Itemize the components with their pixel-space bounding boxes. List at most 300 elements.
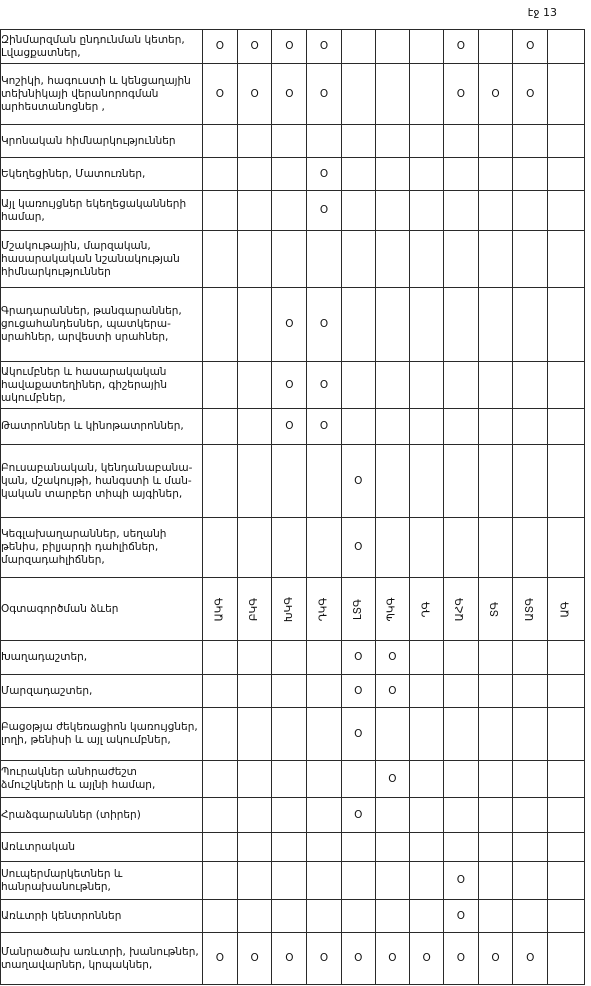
- permitted-mark: O: [319, 204, 329, 216]
- cell-ՊԿԳ: [375, 833, 410, 862]
- cell-ԽԿԳ: [272, 862, 307, 900]
- cell-ԱՀԳ: [443, 409, 478, 445]
- cell-ԱՀԳ: [443, 125, 478, 158]
- cell-ԲԿԳ: [237, 761, 272, 798]
- cell-ԱԳ: [548, 518, 585, 578]
- cell-ԲԿԳ: [237, 409, 272, 445]
- cell-ԱՏԳ: [513, 362, 548, 409]
- cell-ԴԿԳ: [307, 833, 342, 862]
- cell-ՏԳ: [478, 641, 513, 675]
- cell-ԼՏԳ: [341, 30, 375, 64]
- cell-ԱՏԳ: [513, 158, 548, 191]
- permitted-mark: O: [354, 808, 363, 821]
- cell-ԱԿԳ: [203, 518, 238, 578]
- cell-ԴԿԳ: [307, 675, 342, 708]
- cell-ԴԳ: [410, 641, 444, 675]
- zone-code: ՊԿԳ: [385, 597, 398, 621]
- permitted-mark: O: [354, 684, 363, 697]
- cell-ՏԳ: [478, 518, 513, 578]
- cell-ԱԳ: [548, 191, 585, 231]
- row-label: Թատրոններ և կինոթատրոններ,: [1, 409, 203, 445]
- zone-code: ԽԿԳ: [282, 596, 295, 622]
- cell-ԱԳ: [548, 288, 585, 362]
- cell-ԼՏԳ: [341, 191, 375, 231]
- cell-ԱՏԳ: [513, 798, 548, 833]
- cell-ԽԿԳ: [272, 362, 307, 409]
- cell-ԴԳ: [410, 30, 444, 64]
- table-row: [1, 158, 585, 191]
- cell-ԴԿԳ: [307, 900, 342, 933]
- cell-ԽԿԳ: [272, 761, 307, 798]
- permitted-mark: O: [491, 952, 500, 964]
- cell-ԼՏԳ: [341, 708, 375, 761]
- table-row: [1, 798, 585, 833]
- cell-ԱՏԳ: [513, 409, 548, 445]
- cell-ԴԳ: [410, 125, 444, 158]
- cell-ԴԳ: [410, 288, 444, 362]
- zone-column-header: [443, 578, 478, 641]
- table-row: [1, 900, 585, 933]
- permitted-mark: O: [388, 651, 397, 663]
- cell-ԲԿԳ: [237, 362, 272, 409]
- zone-code: ՏԳ: [489, 601, 502, 617]
- row-label: Այլ կառույցներ եկեղեցականների համար,: [1, 191, 203, 231]
- cell-ԴԿԳ: [307, 30, 342, 64]
- cell-ՏԳ: [478, 191, 513, 231]
- row-label: Հրաձգարաններ (տիրեր): [1, 798, 203, 833]
- permitted-mark: O: [250, 87, 259, 100]
- permitted-mark: O: [456, 952, 465, 964]
- permitted-mark: O: [354, 651, 363, 663]
- cell-ՊԿԳ: [375, 675, 410, 708]
- permitted-mark: O: [526, 40, 535, 52]
- cell-ՏԳ: [478, 158, 513, 191]
- cell-ԱԳ: [548, 231, 585, 288]
- cell-ԴԳ: [410, 231, 444, 288]
- cell-ԴԳ: [410, 900, 444, 933]
- cell-ԼՏԳ: [341, 761, 375, 798]
- cell-ԱԳ: [548, 125, 585, 158]
- cell-ՏԳ: [478, 862, 513, 900]
- cell-ԽԿԳ: [272, 64, 307, 125]
- permitted-mark: O: [388, 952, 397, 964]
- cell-ԲԿԳ: [237, 862, 272, 900]
- cell-ԱՀԳ: [443, 191, 478, 231]
- zone-code: ԴԳ: [420, 601, 433, 617]
- cell-ԲԿԳ: [237, 231, 272, 288]
- permitted-mark: O: [456, 874, 465, 886]
- header-label: Օգտագործման ձևեր: [1, 578, 203, 641]
- permitted-mark: O: [250, 40, 259, 52]
- cell-ԼՏԳ: [341, 862, 375, 900]
- permitted-mark: O: [319, 378, 329, 391]
- cell-ԱԳ: [548, 641, 585, 675]
- cell-ԴԿԳ: [307, 125, 342, 158]
- cell-ԱՀԳ: [443, 158, 478, 191]
- row-label: Մանրածախ առևտրի, խանութներ, տաղավարներ, կրպակներ,: [1, 933, 203, 985]
- cell-ԱԳ: [548, 30, 585, 64]
- cell-ԱՀԳ: [443, 231, 478, 288]
- cell-ԱԳ: [548, 833, 585, 862]
- cell-ԲԿԳ: [237, 675, 272, 708]
- cell-ԼՏԳ: [341, 231, 375, 288]
- cell-ԴԳ: [410, 933, 444, 985]
- cell-ԴԳ: [410, 862, 444, 900]
- row-label: Կոշիկի, հագուստի և կենցաղային տեխնիկայի վերանորոգման արհեստանոցներ ,: [1, 64, 203, 125]
- cell-ՊԿԳ: [375, 708, 410, 761]
- cell-ԱԿԳ: [203, 445, 238, 518]
- cell-ԲԿԳ: [237, 30, 272, 64]
- permitted-mark: O: [285, 420, 294, 432]
- cell-ԲԿԳ: [237, 933, 272, 985]
- cell-ՊԿԳ: [375, 900, 410, 933]
- cell-ԼՏԳ: [341, 125, 375, 158]
- table-row: [1, 833, 585, 862]
- cell-ԴԳ: [410, 191, 444, 231]
- cell-ԴԿԳ: [307, 288, 342, 362]
- row-label: Գրադարաններ, թանգարաններ, ցուցահանդեսներ, պատկերա-սրահներ, արվեստի սրահներ,: [1, 288, 203, 362]
- cell-ԱԳ: [548, 761, 585, 798]
- cell-ՏԳ: [478, 761, 513, 798]
- cell-ԴԿԳ: [307, 64, 342, 125]
- cell-ԱՀԳ: [443, 64, 478, 125]
- permitted-mark: O: [285, 952, 294, 964]
- cell-ԴԿԳ: [307, 641, 342, 675]
- cell-ԼՏԳ: [341, 798, 375, 833]
- zone-column-header: [237, 578, 272, 641]
- cell-ԽԿԳ: [272, 409, 307, 445]
- permitted-mark: O: [319, 318, 329, 330]
- cell-ԱԿԳ: [203, 900, 238, 933]
- zone-column-header: [203, 578, 238, 641]
- cell-ԱԳ: [548, 445, 585, 518]
- zone-column-header: [272, 578, 307, 641]
- cell-ԽԿԳ: [272, 900, 307, 933]
- permitted-mark: O: [526, 952, 535, 964]
- permitted-mark: O: [354, 727, 363, 740]
- cell-ՏԳ: [478, 675, 513, 708]
- permitted-mark: O: [456, 909, 465, 922]
- cell-ԱՀԳ: [443, 761, 478, 798]
- cell-ԽԿԳ: [272, 641, 307, 675]
- row-label: Ակումբներ և հասարակական հավաքատեղիներ, գիշերային ակումբներ,: [1, 362, 203, 409]
- cell-ԲԿԳ: [237, 445, 272, 518]
- cell-ԴԿԳ: [307, 445, 342, 518]
- table-row: [1, 445, 585, 518]
- cell-ԱԿԳ: [203, 933, 238, 985]
- cell-ՊԿԳ: [375, 798, 410, 833]
- cell-ԱԿԳ: [203, 675, 238, 708]
- permitted-mark: O: [526, 87, 535, 100]
- permitted-mark: O: [491, 87, 500, 100]
- cell-ԼՏԳ: [341, 288, 375, 362]
- table-row: [1, 288, 585, 362]
- cell-ԱՀԳ: [443, 518, 478, 578]
- permitted-mark: O: [215, 87, 225, 100]
- cell-ԱԳ: [548, 933, 585, 985]
- cell-ԱԿԳ: [203, 191, 238, 231]
- cell-ԽԿԳ: [272, 833, 307, 862]
- zone-code: ԼՏԳ: [351, 598, 364, 620]
- zone-code: ԲԿԳ: [248, 597, 261, 621]
- zone-code: ԴԿԳ: [317, 597, 330, 621]
- cell-ԱՀԳ: [443, 833, 478, 862]
- cell-ԱԿԳ: [203, 862, 238, 900]
- cell-ՏԳ: [478, 30, 513, 64]
- cell-ՏԳ: [478, 900, 513, 933]
- permitted-mark: O: [422, 952, 431, 964]
- cell-ԱՏԳ: [513, 231, 548, 288]
- permitted-mark: O: [388, 772, 397, 785]
- row-label: Առևտրի կենտրոններ: [1, 900, 203, 933]
- row-label: Բուսաբանական, կենդանաբանա-կան, մշակույթի, հանգստի և ման-կական տարբեր տիպի այգիներ,: [1, 445, 203, 518]
- row-label: Կեգլախաղարաններ, սեղանի թենիս, բիլյարդի դահլիճներ, մարզադահլիճներ,: [1, 518, 203, 578]
- cell-ԱԳ: [548, 409, 585, 445]
- cell-ՏԳ: [478, 833, 513, 862]
- cell-ԱՏԳ: [513, 64, 548, 125]
- cell-ԱԿԳ: [203, 30, 238, 64]
- cell-ԲԿԳ: [237, 708, 272, 761]
- cell-ԴԳ: [410, 445, 444, 518]
- cell-ԽԿԳ: [272, 675, 307, 708]
- cell-ԼՏԳ: [341, 933, 375, 985]
- cell-ԱԿԳ: [203, 64, 238, 125]
- cell-ԱԿԳ: [203, 158, 238, 191]
- cell-ԱՏԳ: [513, 191, 548, 231]
- cell-ԴԿԳ: [307, 362, 342, 409]
- cell-ԼՏԳ: [341, 158, 375, 191]
- cell-ԱՏԳ: [513, 445, 548, 518]
- cell-ԱՀԳ: [443, 862, 478, 900]
- cell-ԴԳ: [410, 833, 444, 862]
- permitted-mark: O: [319, 87, 329, 100]
- permitted-mark: O: [250, 952, 259, 964]
- cell-ԱՀԳ: [443, 641, 478, 675]
- table-row: [1, 362, 585, 409]
- cell-ԱԿԳ: [203, 833, 238, 862]
- row-label: Բացօթյա ժեկեռացիոն կառույցներ, լողի, թենիսի և այլ ակումբներ,: [1, 708, 203, 761]
- cell-ԱԳ: [548, 64, 585, 125]
- cell-ԱՀԳ: [443, 798, 478, 833]
- cell-ԱՏԳ: [513, 708, 548, 761]
- cell-ՊԿԳ: [375, 362, 410, 409]
- cell-ԴԳ: [410, 798, 444, 833]
- cell-ԲԿԳ: [237, 900, 272, 933]
- cell-ԴԳ: [410, 518, 444, 578]
- permitted-mark: O: [215, 40, 225, 52]
- zone-column-header: [478, 578, 513, 641]
- cell-ՏԳ: [478, 231, 513, 288]
- zone-code: ԱՀԳ: [454, 597, 467, 621]
- table-row: [1, 862, 585, 900]
- cell-ԱԿԳ: [203, 231, 238, 288]
- column-header-row: [1, 578, 585, 641]
- row-label: Զինմարզման ընդունման կետեր, Լվացքատներ,: [1, 30, 203, 64]
- cell-ՏԳ: [478, 798, 513, 833]
- permitted-mark: O: [285, 87, 294, 100]
- cell-ՊԿԳ: [375, 641, 410, 675]
- cell-ԱԳ: [548, 862, 585, 900]
- cell-ԼՏԳ: [341, 518, 375, 578]
- zone-column-header: [548, 578, 585, 641]
- row-label: Պուրակներ անհրաժեշտ ձմուշկների և այլնի համար,: [1, 761, 203, 798]
- cell-ԽԿԳ: [272, 933, 307, 985]
- row-label: Խաղադաշտեր,: [1, 641, 203, 675]
- cell-ԱՏԳ: [513, 518, 548, 578]
- zone-code: ԱԳ: [559, 601, 572, 617]
- cell-ՊԿԳ: [375, 288, 410, 362]
- cell-ԴԿԳ: [307, 158, 342, 191]
- cell-ԴԳ: [410, 708, 444, 761]
- permitted-mark: O: [319, 40, 329, 52]
- cell-ԲԿԳ: [237, 158, 272, 191]
- cell-ՏԳ: [478, 288, 513, 362]
- permitted-mark: O: [456, 87, 465, 100]
- table-row: [1, 518, 585, 578]
- table-row: [1, 64, 585, 125]
- cell-ԴԿԳ: [307, 933, 342, 985]
- cell-ԼՏԳ: [341, 833, 375, 862]
- cell-ԽԿԳ: [272, 158, 307, 191]
- cell-ԽԿԳ: [272, 231, 307, 288]
- cell-ԱԿԳ: [203, 409, 238, 445]
- cell-ԲԿԳ: [237, 288, 272, 362]
- cell-ԴԳ: [410, 761, 444, 798]
- cell-ԱԿԳ: [203, 761, 238, 798]
- zone-column-header: [375, 578, 410, 641]
- cell-ԴԳ: [410, 64, 444, 125]
- column-header-row-group: [1, 578, 585, 641]
- cell-ԴԳ: [410, 362, 444, 409]
- zone-column-header: [341, 578, 375, 641]
- cell-ԱՀԳ: [443, 675, 478, 708]
- cell-ԼՏԳ: [341, 409, 375, 445]
- page-number: էջ 13: [527, 6, 557, 19]
- cell-ԱՏԳ: [513, 761, 548, 798]
- zone-code: ԱՏԳ: [523, 597, 536, 621]
- cell-ԱՏԳ: [513, 30, 548, 64]
- permitted-mark: O: [354, 474, 363, 487]
- row-label: Եկեղեցիներ, Մատուռներ,: [1, 158, 203, 191]
- cell-ՏԳ: [478, 362, 513, 409]
- cell-ԱՏԳ: [513, 900, 548, 933]
- table-row: [1, 30, 585, 64]
- cell-ՊԿԳ: [375, 445, 410, 518]
- cell-ԼՏԳ: [341, 900, 375, 933]
- cell-ԱՀԳ: [443, 445, 478, 518]
- cell-ՊԿԳ: [375, 409, 410, 445]
- cell-ԱՏԳ: [513, 833, 548, 862]
- cell-ՊԿԳ: [375, 761, 410, 798]
- table-row: [1, 933, 585, 985]
- cell-ԼՏԳ: [341, 641, 375, 675]
- cell-ԲԿԳ: [237, 125, 272, 158]
- cell-ԱՏԳ: [513, 675, 548, 708]
- cell-ԱԿԳ: [203, 798, 238, 833]
- cell-ԲԿԳ: [237, 641, 272, 675]
- cell-ԱՏԳ: [513, 125, 548, 158]
- cell-ՊԿԳ: [375, 191, 410, 231]
- table-body-bottom: [1, 641, 585, 985]
- cell-ԱԳ: [548, 900, 585, 933]
- cell-ԱԿԳ: [203, 125, 238, 158]
- cell-ԱԳ: [548, 158, 585, 191]
- cell-ԱՀԳ: [443, 362, 478, 409]
- cell-ԱՏԳ: [513, 933, 548, 985]
- cell-ԲԿԳ: [237, 191, 272, 231]
- cell-ԱԳ: [548, 362, 585, 409]
- cell-ԱԳ: [548, 798, 585, 833]
- cell-ԱՀԳ: [443, 30, 478, 64]
- table-row: [1, 761, 585, 798]
- cell-ԴԳ: [410, 158, 444, 191]
- cell-ՊԿԳ: [375, 158, 410, 191]
- table-row: [1, 125, 585, 158]
- permitted-mark: O: [319, 952, 329, 964]
- cell-ՊԿԳ: [375, 518, 410, 578]
- cell-ԱՏԳ: [513, 862, 548, 900]
- cell-ԴԿԳ: [307, 231, 342, 288]
- cell-ԲԿԳ: [237, 798, 272, 833]
- cell-ՏԳ: [478, 64, 513, 125]
- cell-ԲԿԳ: [237, 833, 272, 862]
- row-label: Մարզադաշտեր,: [1, 675, 203, 708]
- table-body-top: [1, 30, 585, 578]
- table-row: [1, 191, 585, 231]
- cell-ԽԿԳ: [272, 288, 307, 362]
- cell-ՊԿԳ: [375, 933, 410, 985]
- cell-ԱԿԳ: [203, 288, 238, 362]
- cell-ԴԿԳ: [307, 862, 342, 900]
- permitted-mark: O: [319, 420, 329, 432]
- cell-ՏԳ: [478, 445, 513, 518]
- zone-code: ԱԿԳ: [213, 597, 226, 621]
- cell-ՏԳ: [478, 125, 513, 158]
- cell-ԼՏԳ: [341, 445, 375, 518]
- cell-ԽԿԳ: [272, 518, 307, 578]
- zone-column-header: [307, 578, 342, 641]
- permitted-mark: O: [456, 40, 465, 52]
- row-label: Առևտրական: [1, 833, 203, 862]
- permitted-mark: O: [388, 684, 397, 697]
- cell-ՊԿԳ: [375, 64, 410, 125]
- permitted-mark: O: [354, 541, 363, 553]
- cell-ԴԿԳ: [307, 518, 342, 578]
- table-row: [1, 641, 585, 675]
- permitted-mark: O: [285, 378, 294, 391]
- cell-ԽԿԳ: [272, 798, 307, 833]
- cell-ԴԿԳ: [307, 191, 342, 231]
- cell-ԱՀԳ: [443, 933, 478, 985]
- cell-ԱԿԳ: [203, 362, 238, 409]
- permitted-mark: O: [285, 40, 294, 52]
- zone-column-header: [410, 578, 444, 641]
- cell-ԼՏԳ: [341, 362, 375, 409]
- row-label: Կրոնական հիմնարկություններ: [1, 125, 203, 158]
- cell-ԲԿԳ: [237, 518, 272, 578]
- cell-ԱՀԳ: [443, 288, 478, 362]
- cell-ԱՀԳ: [443, 708, 478, 761]
- cell-ԱԳ: [548, 675, 585, 708]
- cell-ՊԿԳ: [375, 862, 410, 900]
- cell-ԽԿԳ: [272, 30, 307, 64]
- cell-ԴԿԳ: [307, 708, 342, 761]
- cell-ԱԿԳ: [203, 708, 238, 761]
- cell-ԴԿԳ: [307, 409, 342, 445]
- cell-ԱԿԳ: [203, 641, 238, 675]
- cell-ՏԳ: [478, 409, 513, 445]
- permitted-mark: O: [354, 952, 363, 964]
